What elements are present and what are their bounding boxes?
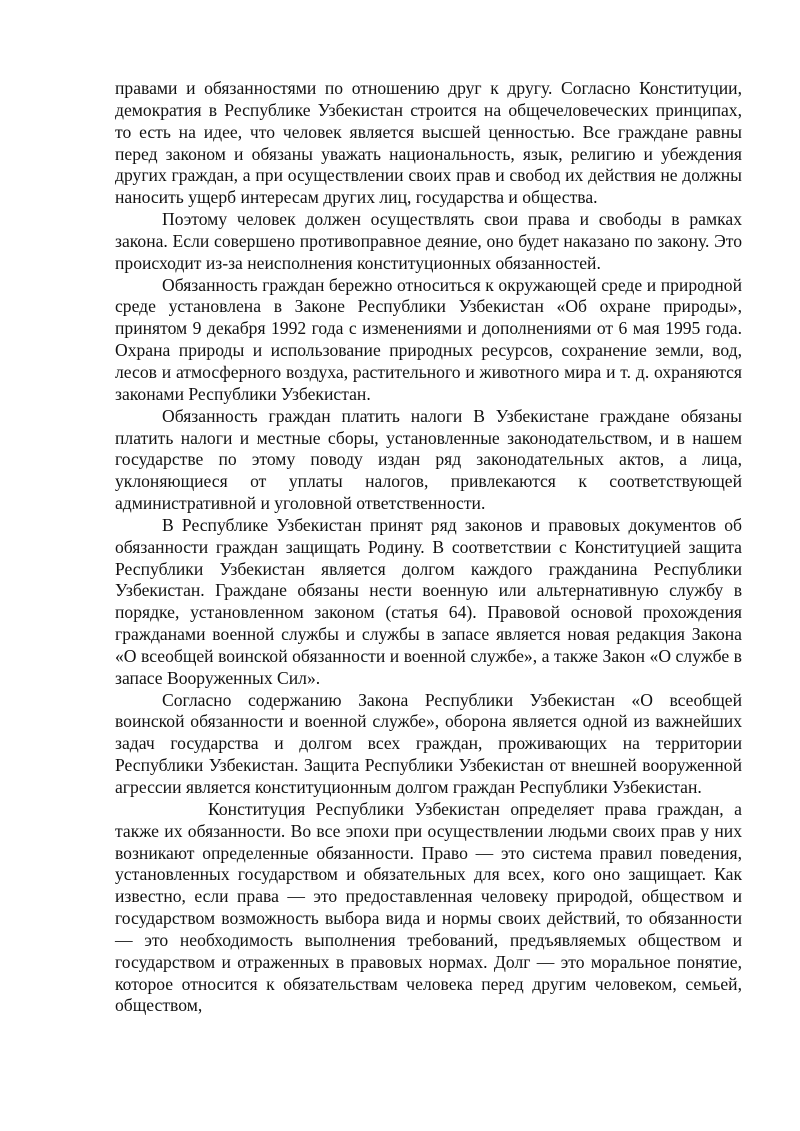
paragraph-7: Конституция Республики Узбекистан определяет права граждан, а также их обязанности. Во все эпохи при осуществлении людьми своих прав у них возникают определенные обязанности. Право — это система правил поведения, установленных государством и обязательных для всех, кого оно защищает. Как известно, если права — это предоставленная человеку природой, обществом и государством возможность выбора вида и нормы своих действий, то обязанности — это необходимость выполнения требований, предъявляемых обществом и государством и отраженных в правовых нормах. Долг — это моральное понятие, которое относится к обязательствам человека перед другим человеком, семьей, обществом, <box>115 798 742 1016</box>
document-page <box>115 78 742 1017</box>
paragraph-2: Поэтому человек должен осуществлять свои права и свободы в рамках закона. Если совершено противоправное деяние, оно будет наказано по закону. Это происходит из-за неисполнения конституционных обязанностей. <box>115 209 742 273</box>
paragraph-3: Обязанность граждан бережно относиться к окружающей среде и природной среде установлена в Законе Республики Узбекистан «Об охране природы», принятом 9 декабря 1992 года с изменениями и дополнениями от 6 мая 1995 года. Охрана природы и использование природных ресурсов, сохранение земли, вод, лесов и атмосферного воздуха, растительного и животного мира и т. д. охраняются законами Республики Узбекистан. <box>115 274 742 404</box>
paragraph-6: Согласно содержанию Закона Республики Узбекистан «О всеобщей воинской обязанности и военной службе», оборона является одной из важнейших задач государства и долгом всех граждан, проживающих на территории Республики Узбекистан. Защита Республики Узбекистан от внешней вооруженной агрессии является конституционным долгом граждан Республики Узбекистан. <box>115 689 742 797</box>
paragraph-4: Обязанность граждан платить налоги В Узбекистане граждане обязаны платить налоги и местные сборы, установленные законодательством, и в нашем государстве по этому поводу издан ряд законодательных актов, а лица, уклоняющиеся от уплаты налогов, привлекаются к соответствующей административной и уголовной ответственности. <box>115 405 742 514</box>
paragraph-1: правами и обязанностями по отношению друг к другу. Согласно Конституции, демократия в Республике Узбекистан строится на общечеловеческих принципах, то есть на идее, что человек является высшей ценностью. Все граждане равны перед законом и обязаны уважать национальность, язык, религию и убеждения других граждан, а при осуществлении своих прав и свобод их действия не должны наносить ущерб интересам других лиц, государства и общества. <box>115 78 742 208</box>
paragraph-5: В Республике Узбекистан принят ряд законов и правовых документов об обязанности граждан защищать Родину. В соответствии с Конституцией защита Республики Узбекистан является долгом каждого гражданина Республики Узбекистан. Граждане обязаны нести военную или альтернативную службу в порядке, установленном законом (статья 64). Правовой основой прохождения гражданами военной службы и службы в запасе является новая редакция Закона «О всеобщей воинской обязанности и военной службе», а также Закон «О службе в запасе Вооруженных Сил». <box>115 514 742 688</box>
